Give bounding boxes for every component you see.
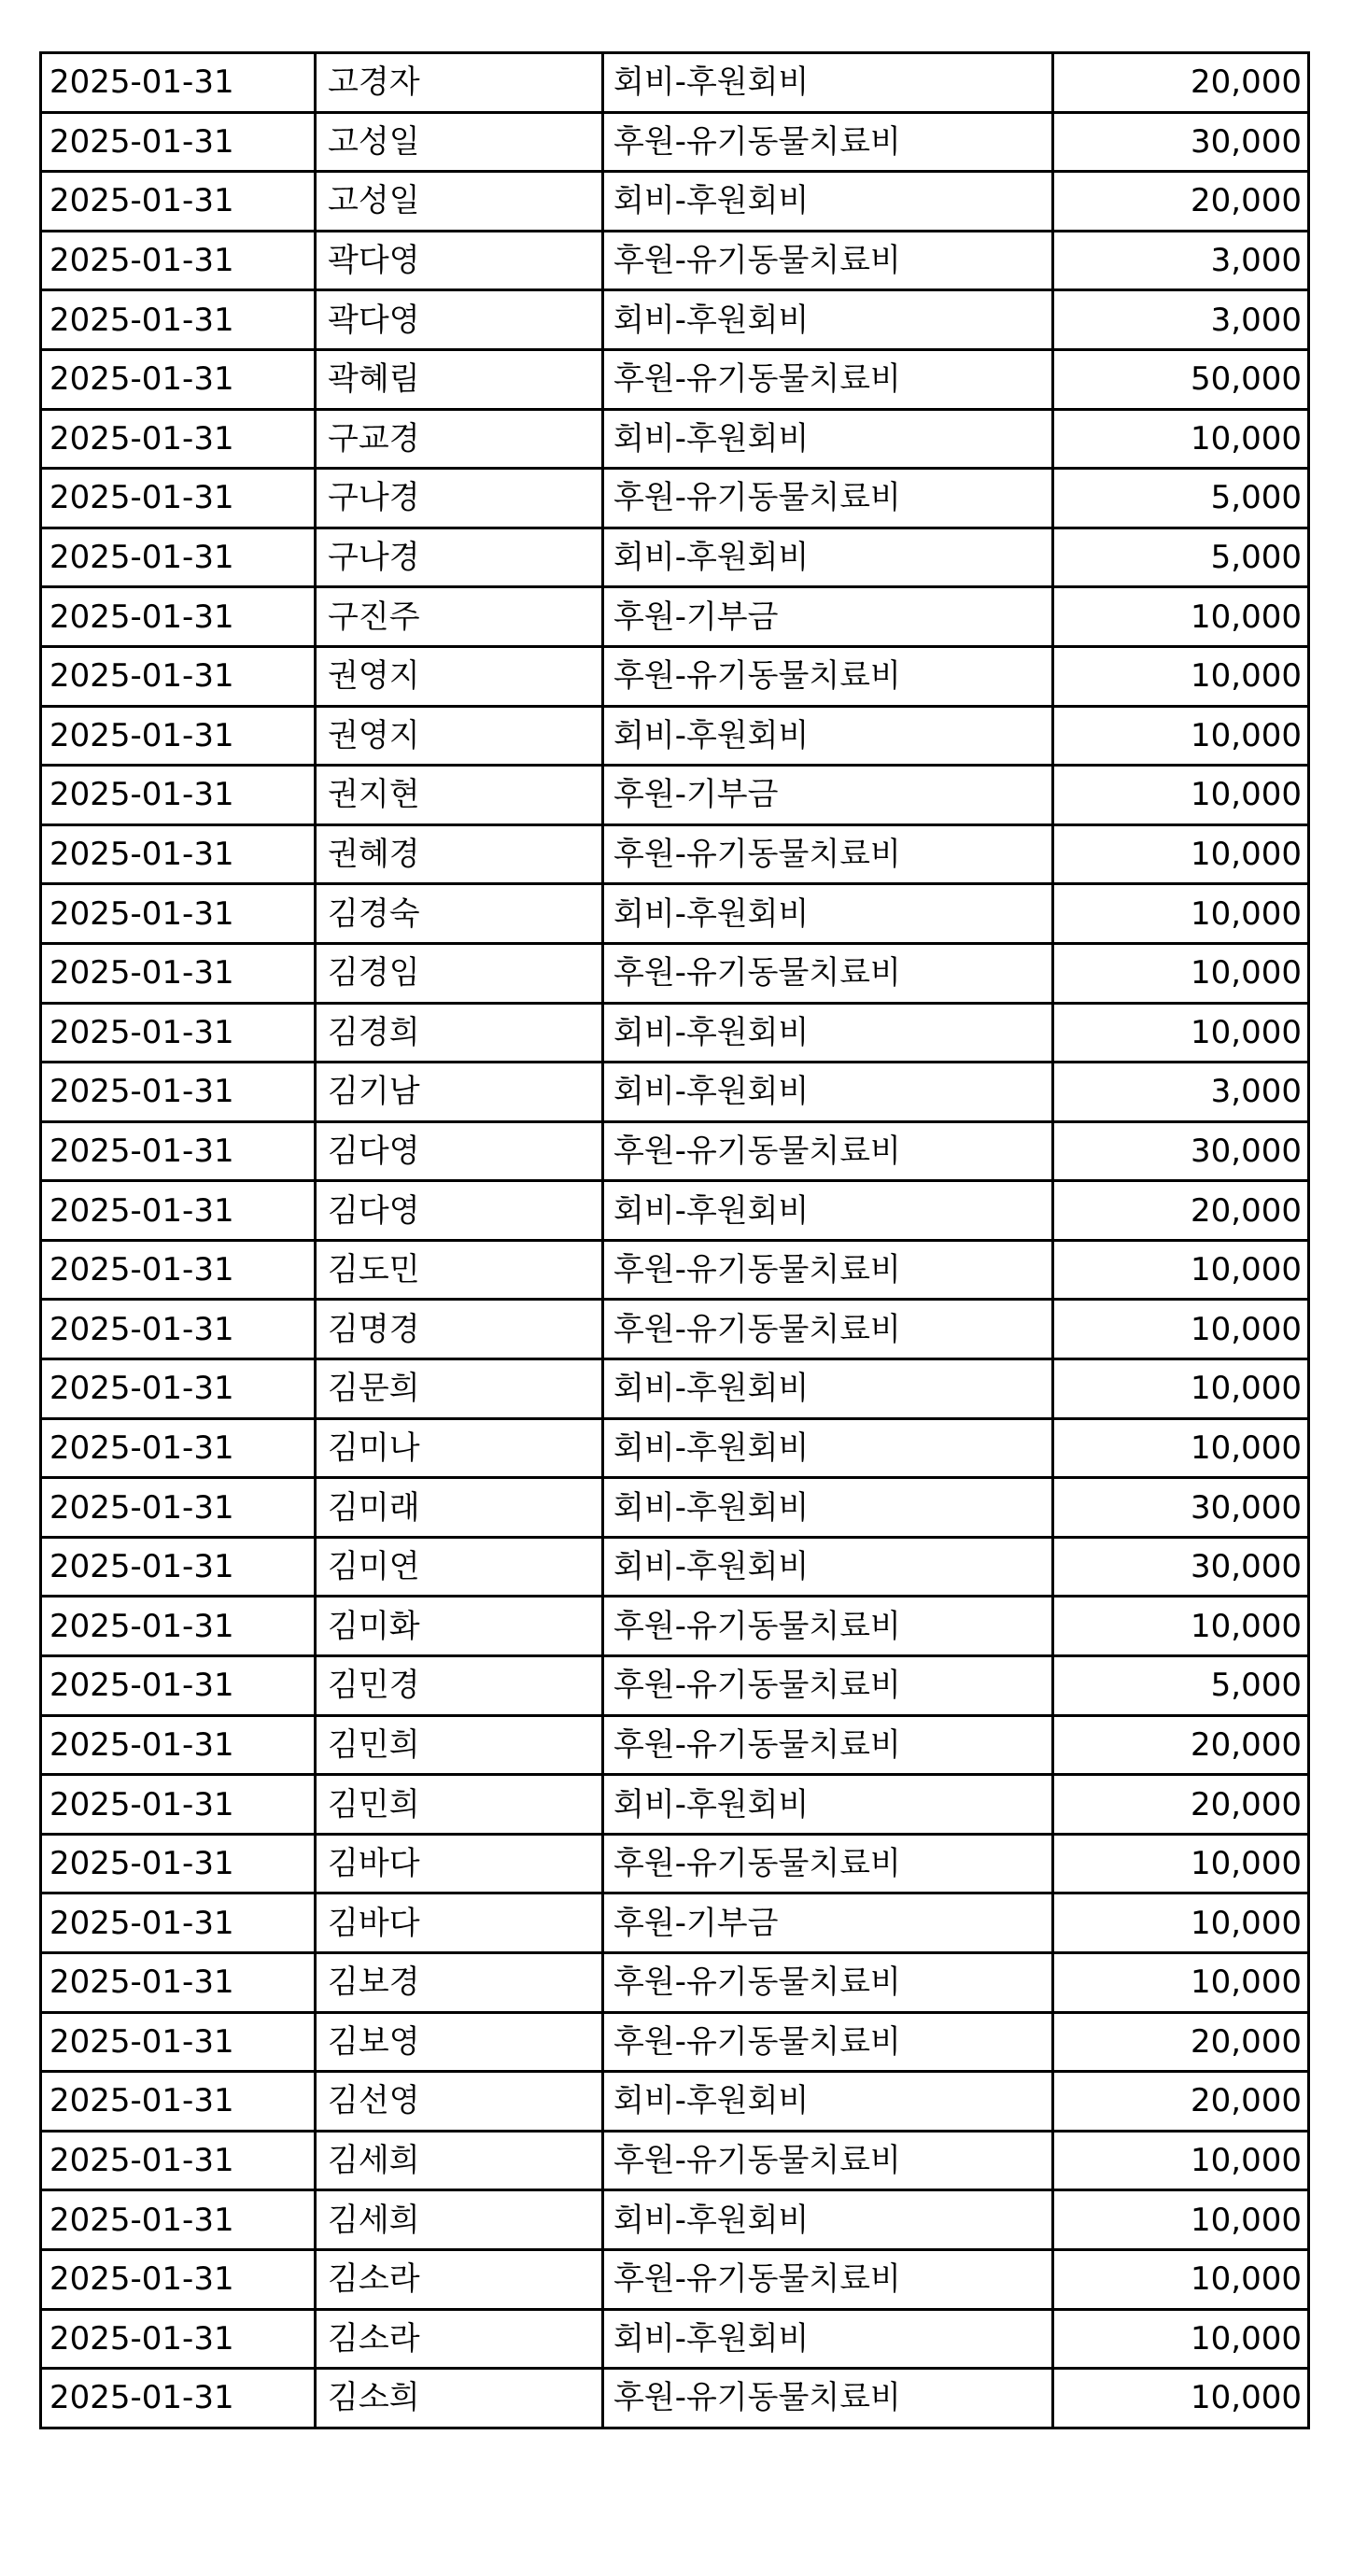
- date-cell: 2025-01-31: [41, 290, 316, 350]
- amount-cell: 10,000: [1053, 706, 1309, 766]
- name-cell: 김도민: [316, 1240, 603, 1300]
- category-cell: 후원-유기동물치료비: [603, 349, 1053, 409]
- category-cell: 회비-후원회비: [603, 1775, 1053, 1835]
- date-cell: 2025-01-31: [41, 1478, 316, 1538]
- table-row: [41, 1418, 1309, 1478]
- table-row: [41, 1953, 1309, 2013]
- table-row: [41, 1834, 1309, 1893]
- date-cell: 2025-01-31: [41, 1003, 316, 1063]
- category-cell: 후원-기부금: [603, 1893, 1053, 1953]
- table-row: [41, 646, 1309, 706]
- name-cell: 김미연: [316, 1537, 603, 1597]
- name-cell: 곽다영: [316, 290, 603, 350]
- date-cell: 2025-01-31: [41, 2072, 316, 2132]
- table-row: [41, 1893, 1309, 1953]
- table-row: [41, 1300, 1309, 1359]
- name-cell: 김소라: [316, 2249, 603, 2309]
- category-cell: 후원-유기동물치료비: [603, 1715, 1053, 1775]
- name-cell: 곽혜림: [316, 349, 603, 409]
- name-cell: 김보영: [316, 2012, 603, 2072]
- name-cell: 김보경: [316, 1953, 603, 2013]
- date-cell: 2025-01-31: [41, 349, 316, 409]
- table-row: [41, 587, 1309, 647]
- date-cell: 2025-01-31: [41, 1359, 316, 1419]
- amount-cell: 10,000: [1053, 1300, 1309, 1359]
- amount-cell: 5,000: [1053, 469, 1309, 528]
- table-row: [41, 943, 1309, 1003]
- category-cell: 후원-유기동물치료비: [603, 2012, 1053, 2072]
- table-row: [41, 1063, 1309, 1122]
- date-cell: 2025-01-31: [41, 2190, 316, 2250]
- name-cell: 김다영: [316, 1181, 603, 1241]
- category-cell: 후원-유기동물치료비: [603, 943, 1053, 1003]
- amount-cell: 10,000: [1053, 2309, 1309, 2369]
- amount-cell: 10,000: [1053, 824, 1309, 884]
- name-cell: 김바다: [316, 1834, 603, 1893]
- name-cell: 곽다영: [316, 231, 603, 290]
- table-row: [41, 1597, 1309, 1656]
- table-row: [41, 231, 1309, 290]
- name-cell: 김세희: [316, 2190, 603, 2250]
- amount-cell: 3,000: [1053, 231, 1309, 290]
- date-cell: 2025-01-31: [41, 53, 316, 113]
- category-cell: 후원-기부금: [603, 587, 1053, 647]
- name-cell: 김경임: [316, 943, 603, 1003]
- date-cell: 2025-01-31: [41, 469, 316, 528]
- name-cell: 김경희: [316, 1003, 603, 1063]
- name-cell: 구나경: [316, 469, 603, 528]
- name-cell: 고경자: [316, 53, 603, 113]
- name-cell: 권지현: [316, 766, 603, 825]
- table-row: [41, 112, 1309, 172]
- category-cell: 회비-후원회비: [603, 2309, 1053, 2369]
- date-cell: 2025-01-31: [41, 1537, 316, 1597]
- category-cell: 후원-유기동물치료비: [603, 231, 1053, 290]
- table-row: [41, 349, 1309, 409]
- name-cell: 김민경: [316, 1656, 603, 1716]
- table-row: [41, 2190, 1309, 2250]
- category-cell: 후원-유기동물치료비: [603, 469, 1053, 528]
- table-row: [41, 1181, 1309, 1241]
- category-cell: 회비-후원회비: [603, 2072, 1053, 2132]
- amount-cell: 20,000: [1053, 1775, 1309, 1835]
- amount-cell: 10,000: [1053, 766, 1309, 825]
- name-cell: 김미화: [316, 1597, 603, 1656]
- category-cell: 후원-유기동물치료비: [603, 1240, 1053, 1300]
- category-cell: 회비-후원회비: [603, 1537, 1053, 1597]
- name-cell: 김민희: [316, 1715, 603, 1775]
- amount-cell: 10,000: [1053, 1834, 1309, 1893]
- table-row: [41, 469, 1309, 528]
- amount-cell: 10,000: [1053, 884, 1309, 944]
- category-cell: 회비-후원회비: [603, 2190, 1053, 2250]
- table-row: [41, 528, 1309, 587]
- category-cell: 후원-기부금: [603, 766, 1053, 825]
- table-row: [41, 1121, 1309, 1181]
- table-row: [41, 409, 1309, 469]
- name-cell: 김세희: [316, 2131, 603, 2190]
- name-cell: 고성일: [316, 172, 603, 232]
- date-cell: 2025-01-31: [41, 646, 316, 706]
- amount-cell: 20,000: [1053, 2012, 1309, 2072]
- table-row: [41, 1775, 1309, 1835]
- date-cell: 2025-01-31: [41, 1656, 316, 1716]
- name-cell: 김기남: [316, 1063, 603, 1122]
- name-cell: 김소라: [316, 2309, 603, 2369]
- amount-cell: 10,000: [1053, 2249, 1309, 2309]
- name-cell: 권혜경: [316, 824, 603, 884]
- date-cell: 2025-01-31: [41, 231, 316, 290]
- table-row: [41, 1715, 1309, 1775]
- date-cell: 2025-01-31: [41, 587, 316, 647]
- date-cell: 2025-01-31: [41, 172, 316, 232]
- category-cell: 회비-후원회비: [603, 172, 1053, 232]
- amount-cell: 30,000: [1053, 1537, 1309, 1597]
- date-cell: 2025-01-31: [41, 1418, 316, 1478]
- category-cell: 후원-유기동물치료비: [603, 646, 1053, 706]
- amount-cell: 10,000: [1053, 1003, 1309, 1063]
- category-cell: 후원-유기동물치료비: [603, 2369, 1053, 2428]
- table-row: [41, 766, 1309, 825]
- name-cell: 김다영: [316, 1121, 603, 1181]
- category-cell: 회비-후원회비: [603, 53, 1053, 113]
- table-row: [41, 2309, 1309, 2369]
- amount-cell: 30,000: [1053, 112, 1309, 172]
- date-cell: 2025-01-31: [41, 1893, 316, 1953]
- amount-cell: 10,000: [1053, 1359, 1309, 1419]
- name-cell: 김소희: [316, 2369, 603, 2428]
- amount-cell: 10,000: [1053, 587, 1309, 647]
- name-cell: 구교경: [316, 409, 603, 469]
- date-cell: 2025-01-31: [41, 528, 316, 587]
- table-row: [41, 2369, 1309, 2428]
- table-row: [41, 1359, 1309, 1419]
- date-cell: 2025-01-31: [41, 2309, 316, 2369]
- amount-cell: 10,000: [1053, 1893, 1309, 1953]
- amount-cell: 10,000: [1053, 943, 1309, 1003]
- category-cell: 회비-후원회비: [603, 1478, 1053, 1538]
- date-cell: 2025-01-31: [41, 1300, 316, 1359]
- category-cell: 회비-후원회비: [603, 1063, 1053, 1122]
- amount-cell: 20,000: [1053, 2072, 1309, 2132]
- category-cell: 후원-유기동물치료비: [603, 1834, 1053, 1893]
- date-cell: 2025-01-31: [41, 409, 316, 469]
- table-row: [41, 706, 1309, 766]
- date-cell: 2025-01-31: [41, 1834, 316, 1893]
- category-cell: 후원-유기동물치료비: [603, 1953, 1053, 2013]
- category-cell: 회비-후원회비: [603, 409, 1053, 469]
- table-row: [41, 1656, 1309, 1716]
- category-cell: 회비-후원회비: [603, 706, 1053, 766]
- amount-cell: 50,000: [1053, 349, 1309, 409]
- date-cell: 2025-01-31: [41, 1063, 316, 1122]
- name-cell: 구진주: [316, 587, 603, 647]
- table-row: [41, 1003, 1309, 1063]
- amount-cell: 5,000: [1053, 528, 1309, 587]
- category-cell: 후원-유기동물치료비: [603, 1300, 1053, 1359]
- name-cell: 권영지: [316, 646, 603, 706]
- date-cell: 2025-01-31: [41, 2012, 316, 2072]
- name-cell: 김명경: [316, 1300, 603, 1359]
- amount-cell: 10,000: [1053, 646, 1309, 706]
- category-cell: 회비-후원회비: [603, 1003, 1053, 1063]
- amount-cell: 20,000: [1053, 1715, 1309, 1775]
- date-cell: 2025-01-31: [41, 824, 316, 884]
- date-cell: 2025-01-31: [41, 706, 316, 766]
- name-cell: 김미래: [316, 1478, 603, 1538]
- table-row: [41, 290, 1309, 350]
- amount-cell: 10,000: [1053, 1418, 1309, 1478]
- amount-cell: 30,000: [1053, 1478, 1309, 1538]
- amount-cell: 20,000: [1053, 1181, 1309, 1241]
- date-cell: 2025-01-31: [41, 1953, 316, 2013]
- name-cell: 김경숙: [316, 884, 603, 944]
- category-cell: 후원-유기동물치료비: [603, 2131, 1053, 2190]
- category-cell: 회비-후원회비: [603, 290, 1053, 350]
- category-cell: 후원-유기동물치료비: [603, 1597, 1053, 1656]
- date-cell: 2025-01-31: [41, 1597, 316, 1656]
- category-cell: 회비-후원회비: [603, 1418, 1053, 1478]
- amount-cell: 10,000: [1053, 2131, 1309, 2190]
- category-cell: 후원-유기동물치료비: [603, 2249, 1053, 2309]
- date-cell: 2025-01-31: [41, 884, 316, 944]
- table-row: [41, 172, 1309, 232]
- table-row: [41, 2131, 1309, 2190]
- name-cell: 김민희: [316, 1775, 603, 1835]
- table-row: [41, 1478, 1309, 1538]
- name-cell: 권영지: [316, 706, 603, 766]
- date-cell: 2025-01-31: [41, 112, 316, 172]
- table-row: [41, 884, 1309, 944]
- date-cell: 2025-01-31: [41, 1775, 316, 1835]
- amount-cell: 10,000: [1053, 1953, 1309, 2013]
- table-row: [41, 53, 1309, 113]
- amount-cell: 3,000: [1053, 1063, 1309, 1122]
- name-cell: 고성일: [316, 112, 603, 172]
- table-row: [41, 2012, 1309, 2072]
- category-cell: 후원-유기동물치료비: [603, 112, 1053, 172]
- date-cell: 2025-01-31: [41, 2249, 316, 2309]
- name-cell: 김선영: [316, 2072, 603, 2132]
- date-cell: 2025-01-31: [41, 2369, 316, 2428]
- amount-cell: 10,000: [1053, 409, 1309, 469]
- category-cell: 회비-후원회비: [603, 1181, 1053, 1241]
- amount-cell: 20,000: [1053, 172, 1309, 232]
- amount-cell: 10,000: [1053, 1597, 1309, 1656]
- amount-cell: 3,000: [1053, 290, 1309, 350]
- category-cell: 후원-유기동물치료비: [603, 1656, 1053, 1716]
- category-cell: 회비-후원회비: [603, 1359, 1053, 1419]
- name-cell: 김미나: [316, 1418, 603, 1478]
- donation-ledger-table: [39, 51, 1310, 2429]
- table-row: [41, 1537, 1309, 1597]
- date-cell: 2025-01-31: [41, 1181, 316, 1241]
- amount-cell: 30,000: [1053, 1121, 1309, 1181]
- table-row: [41, 2249, 1309, 2309]
- date-cell: 2025-01-31: [41, 2131, 316, 2190]
- amount-cell: 20,000: [1053, 53, 1309, 113]
- ledger-body: [41, 53, 1309, 2428]
- category-cell: 회비-후원회비: [603, 528, 1053, 587]
- amount-cell: 10,000: [1053, 2190, 1309, 2250]
- amount-cell: 10,000: [1053, 1240, 1309, 1300]
- table-row: [41, 824, 1309, 884]
- table-row: [41, 1240, 1309, 1300]
- name-cell: 김바다: [316, 1893, 603, 1953]
- name-cell: 구나경: [316, 528, 603, 587]
- name-cell: 김문희: [316, 1359, 603, 1419]
- category-cell: 회비-후원회비: [603, 884, 1053, 944]
- category-cell: 후원-유기동물치료비: [603, 1121, 1053, 1181]
- date-cell: 2025-01-31: [41, 943, 316, 1003]
- amount-cell: 5,000: [1053, 1656, 1309, 1716]
- date-cell: 2025-01-31: [41, 1121, 316, 1181]
- table-row: [41, 2072, 1309, 2132]
- date-cell: 2025-01-31: [41, 1715, 316, 1775]
- amount-cell: 10,000: [1053, 2369, 1309, 2428]
- date-cell: 2025-01-31: [41, 1240, 316, 1300]
- category-cell: 후원-유기동물치료비: [603, 824, 1053, 884]
- date-cell: 2025-01-31: [41, 766, 316, 825]
